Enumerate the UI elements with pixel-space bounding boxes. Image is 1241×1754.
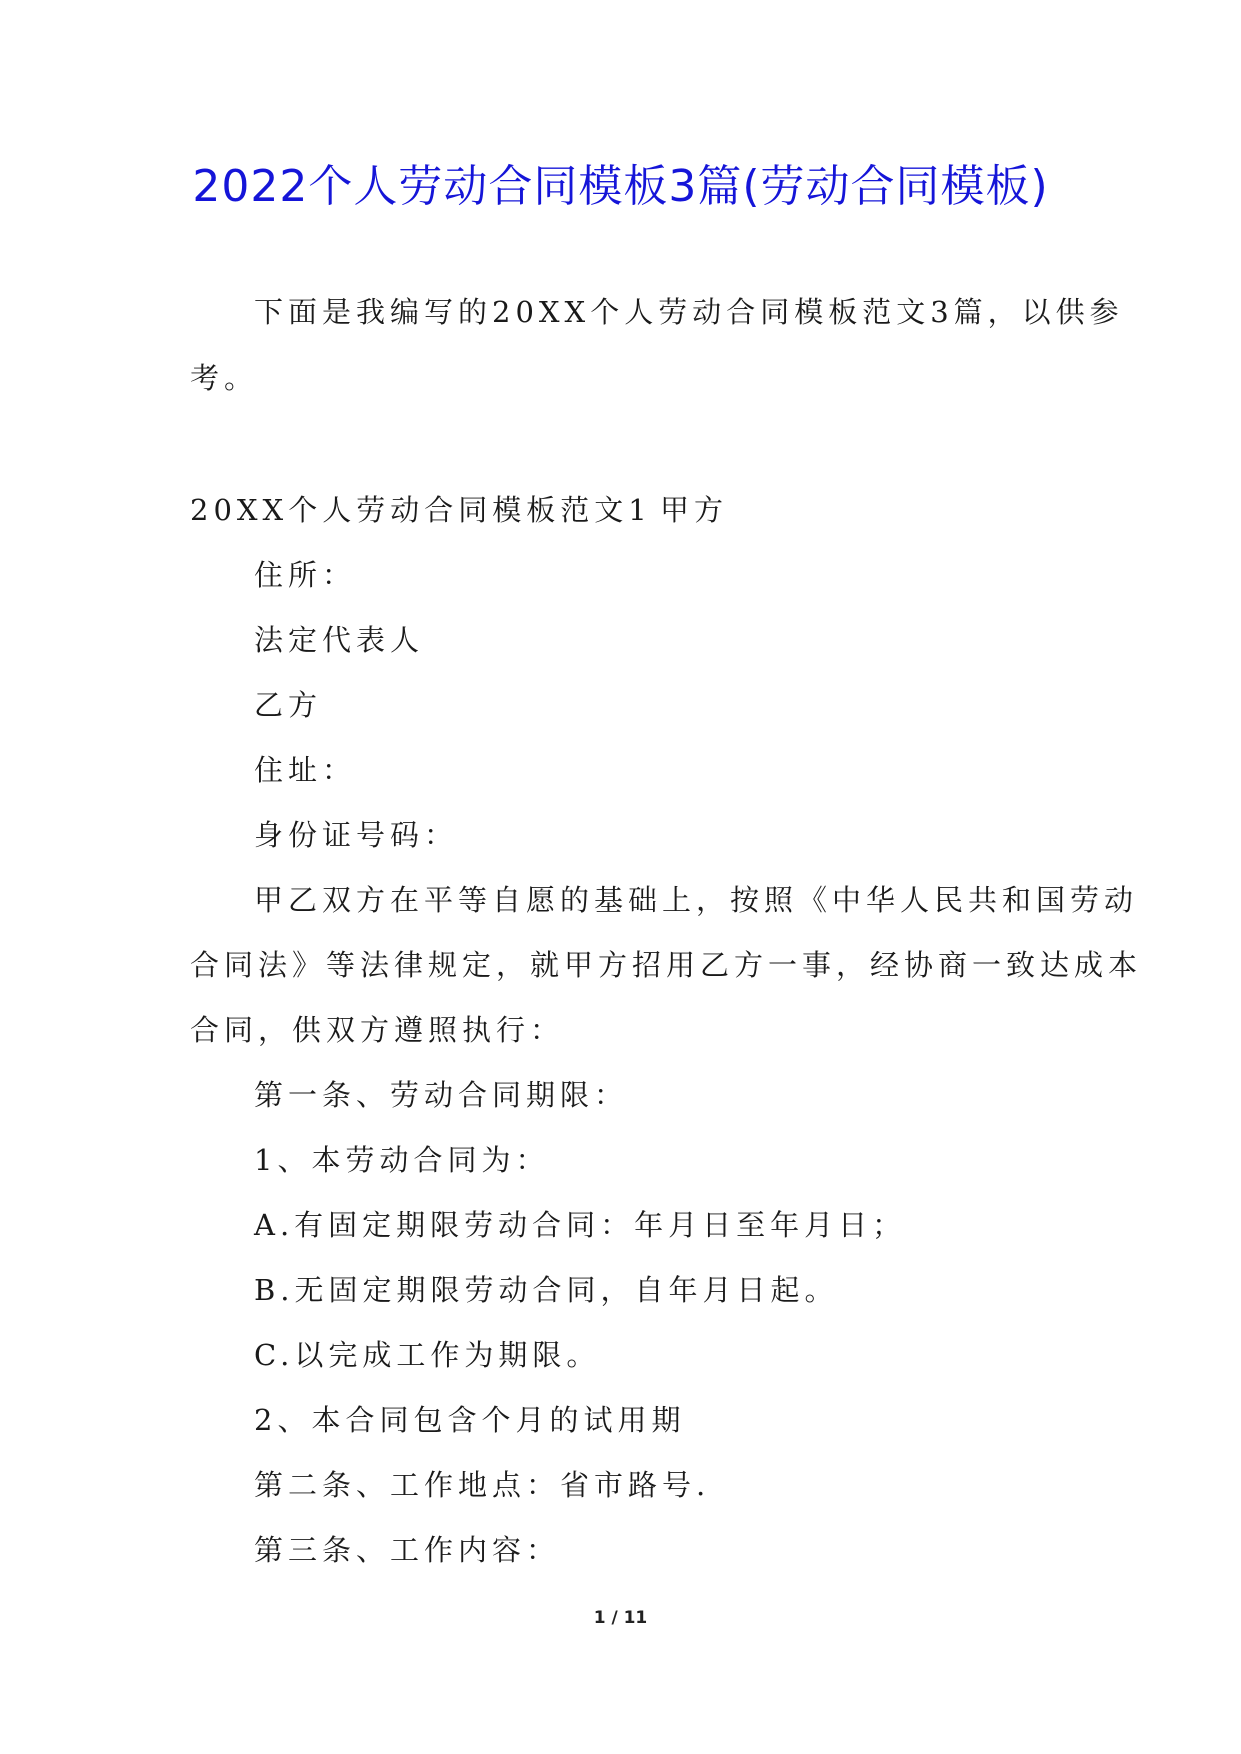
legal-rep-line: 法定代表人 [254, 623, 425, 657]
paragraph-line-1: 甲乙双方在平等自愿的基础上，按照《中华人民共和国劳动 [254, 883, 1139, 917]
clause-3-heading: 第三条、工作内容： [254, 1533, 561, 1567]
clause-option-b: B.无固定期限劳动合同，自年月日起。 [254, 1273, 839, 1307]
clause-option-c: C.以完成工作为期限。 [254, 1338, 601, 1372]
intro-line-2: 考。 [190, 361, 259, 395]
party-b-line: 乙方 [254, 688, 323, 722]
residence-line: 住址： [254, 753, 357, 787]
address-line: 住所： [254, 558, 357, 592]
clause-option-a: A.有固定期限劳动合同：年月日至年月日； [254, 1208, 907, 1242]
paragraph-line-2: 合同法》等法律规定，就甲方招用乙方一事，经协商一致达成本 [190, 948, 1143, 982]
document-title: 2022个人劳动合同模板3篇(劳动合同模板) [192, 161, 1049, 212]
id-number-line: 身份证号码： [254, 818, 459, 852]
clause-2-heading: 第二条、工作地点：省市路号. [254, 1468, 711, 1502]
clause-1-heading: 第一条、劳动合同期限： [254, 1078, 629, 1112]
clause-1-item-1: 1、本劳动合同为： [254, 1143, 550, 1177]
clause-1-item-2: 2、本合同包含个月的试用期 [254, 1403, 686, 1437]
party-a-label: 甲方 [660, 493, 729, 527]
intro-line-1: 下面是我编写的20XX个人劳动合同模板范文3篇，以供参 [254, 295, 1124, 329]
section-heading: 20XX个人劳动合同模板范文1 [190, 493, 652, 527]
paragraph-line-3: 合同，供双方遵照执行： [190, 1013, 565, 1047]
page-number: 1 / 11 [593, 1608, 648, 1628]
